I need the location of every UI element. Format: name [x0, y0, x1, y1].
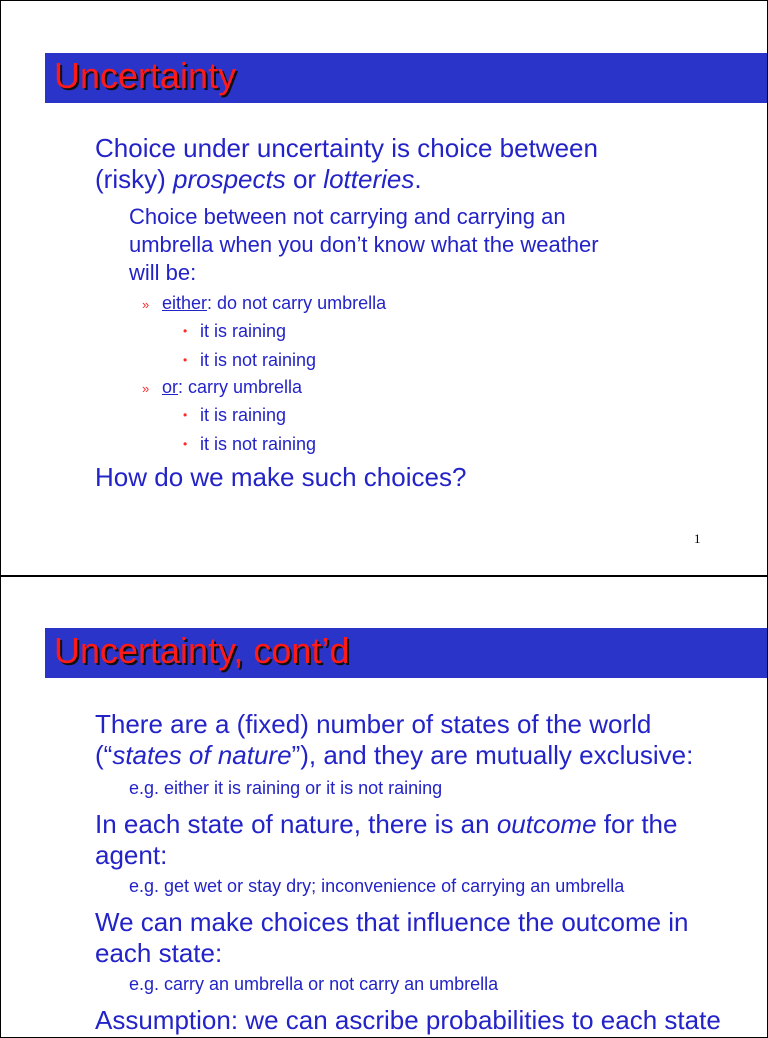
slide-title: Uncertainty: [54, 55, 237, 96]
example-line-1: Choice between not carrying and carrying an: [129, 204, 566, 229]
intro-line-2: (risky) prospects or lotteries.: [95, 164, 422, 194]
lotteries-term: lotteries: [323, 164, 415, 194]
outcome-line-1: In each state of nature, there is an outcome for the: [95, 809, 678, 839]
outcome-term: outcome: [496, 809, 597, 839]
option-or: or: carry umbrella: [162, 377, 303, 397]
example-1: e.g. either it is raining or it is not raining: [129, 778, 443, 798]
slide-title: Uncertainty, cont’d: [54, 630, 350, 671]
example-line-3: will be:: [129, 260, 197, 285]
bullet-icon: •: [183, 353, 188, 367]
slide-2: [0, 576, 768, 1038]
bullet-icon: »: [142, 297, 150, 312]
states-line-2: (“states of nature”), and they are mutually exclusive:: [95, 740, 694, 770]
choices-line-1: We can make choices that influence the outcome in: [95, 907, 689, 937]
bullet-icon: •: [183, 324, 188, 338]
list-item: it is not raining: [200, 434, 317, 454]
list-item: it is not raining: [200, 350, 317, 370]
choices-line-2: each state:: [95, 938, 223, 968]
example-line-2: umbrella when you don’t know what the weather: [129, 232, 599, 257]
states-line-1: There are a (fixed) number of states of the world: [95, 709, 652, 739]
bullet-icon: •: [183, 408, 188, 422]
title-bar: [45, 53, 767, 103]
question: How do we make such choices?: [95, 462, 467, 492]
option-either: either: do not carry umbrella: [162, 293, 387, 313]
intro-line-1: Choice under uncertainty is choice between: [95, 133, 598, 163]
bullet-icon: »: [142, 381, 150, 396]
bullet-icon: •: [183, 437, 188, 451]
example-3: e.g. carry an umbrella or not carry an umbrella: [129, 974, 499, 994]
list-item: it is raining: [200, 321, 287, 341]
outcome-line-2: agent:: [95, 840, 168, 870]
prospects-term: prospects: [172, 164, 286, 194]
title-bar: [45, 628, 767, 678]
example-2: e.g. get wet or stay dry; inconvenience of carrying an umbrella: [129, 876, 625, 896]
page-number: 1: [694, 531, 701, 546]
assumption-line: Assumption: we can ascribe probabilities to each state: [95, 1005, 721, 1035]
states-of-nature-term: states of nature: [112, 740, 292, 770]
list-item: it is raining: [200, 405, 287, 425]
